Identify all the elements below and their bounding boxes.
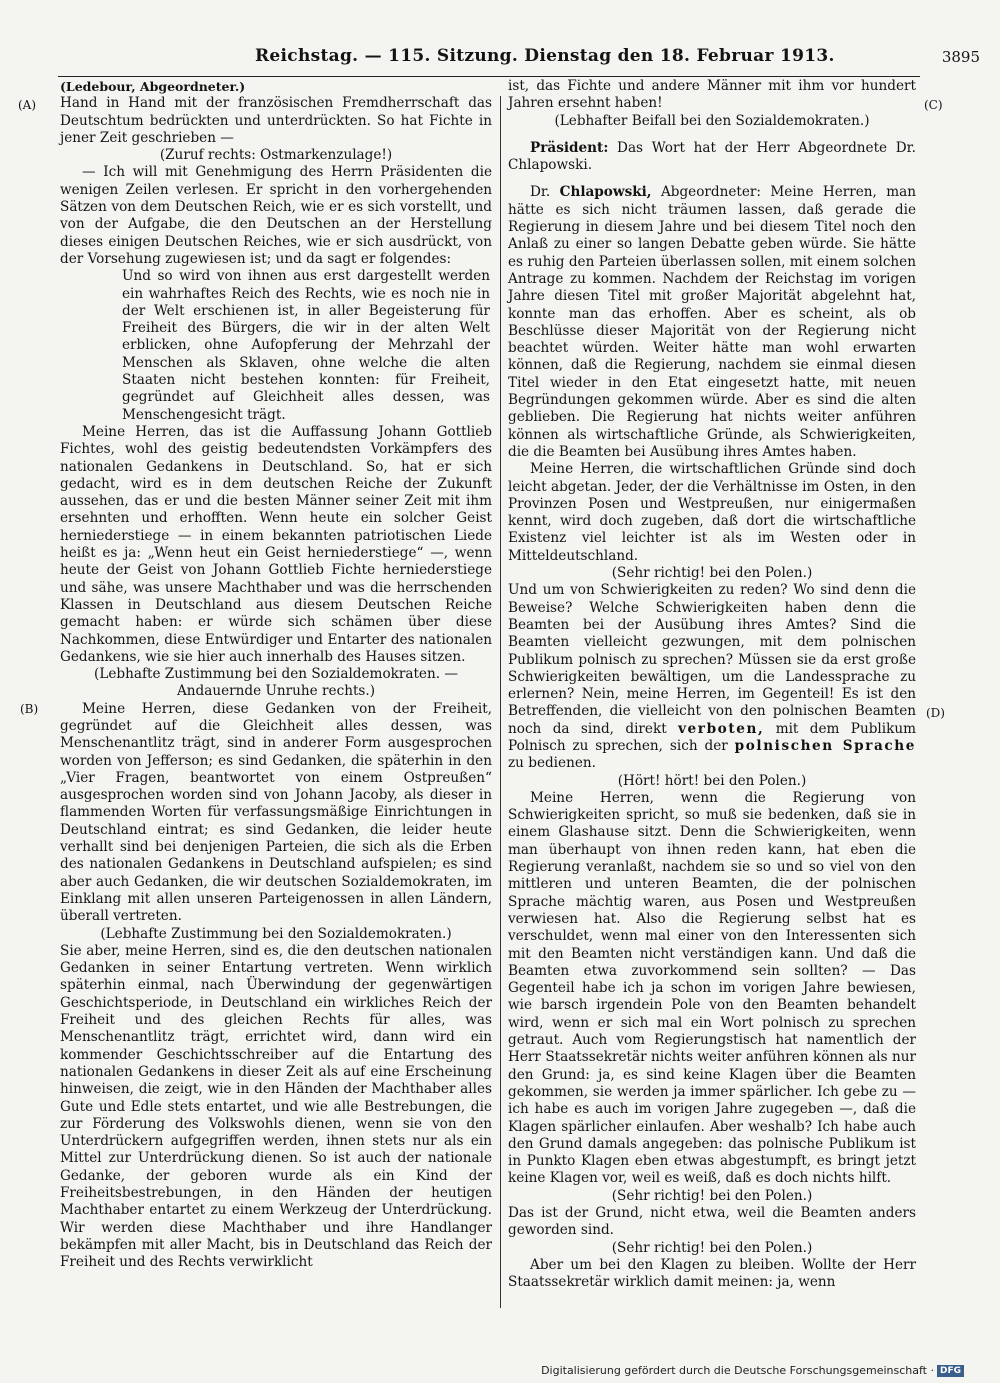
president-statement xyxy=(508,140,916,175)
left-column xyxy=(60,78,492,1271)
emphasis: verboten, xyxy=(678,720,765,737)
emphasis: polnischen Sprache xyxy=(734,737,916,754)
paragraph-text: zu bedienen. xyxy=(508,755,596,772)
paragraph-text: mit dem Publikum Polnisch zu sprechen, sich der xyxy=(508,720,916,754)
interjection: (Hört! hört! bei den Polen.) xyxy=(617,772,807,789)
paragraph: Meine Herren, wenn die Regierung von Schwierigkeiten spricht, so muß sie bedenken, daß sie in einem Glashause sitzt. Denn die Schwierigkeiten, wenn man überhaupt von ihnen reden kann, hat eben die Regierung veranlaßt, nachdem sie so und so viel von den mittleren und unteren Beamten, die der polnischen Sprache mächtig waren, aus Posen und Westpreußen verwiesen hat. Also die Regierung selbst hat es verschuldet, wenn mal einer von den Interessenten sich mit den Beamten nicht verständigen kann. Und daß die Beamten etwa zuvorkommend sein sollten? — Das Gegenteil habe ich ja schon im vorigen Jahre bewiesen, wie barsch irgendein Pole von den Beamten behandelt wird, wenn er sich mal ein Wort polnisch zu sprechen getraut. Auch vom Regierungstisch hat namentlich der Herr Staatssekretär nichts weiter anführen können als nur den Grund: ja, es sind keine Klagen über die Beamten gekommen, sie werden ja immer spärlicher. Ich gebe zu — ich habe es auch im vorigen Jahre zugegeben —, daß die Klagen spärlicher einlaufen. Aber weshalb? Ich habe auch den Grund damals angegeben: das polnische Publikum ist in Punkto Klagen eben etwas abgestumpft, es bringt jetzt keine Klagen vor, weil es weiß, daß es doch nichts hilft. xyxy=(508,789,916,1187)
paragraph: Meine Herren, das ist die Auffassung Johann Gottlieb Fichtes, wohl des geistig bedeutendsten Vorkämpfers des nationalen Gedankens in Deutschland. So, hat er sich gedacht, wird es in dem deutschen Reiche der Zukunft aussehen, das er und die besten Männer seiner Zeit mit ihm ersehnten und erhofften. Wenn heute ein solcher Geist herniederstiege — in einem bekannten patriotischen Liede heißt es ja: „Wenn heut ein Geist herniederstiege“ —, wenn heute der Geist von Johann Gottlieb Fichte herniederstiege und sähe, was unsere Machthaber und was die herrschenden Klassen in Deutschland aus diesem Deutschen Reiche gemacht haben: er würde sich schämen über diese Nachkommen, diese Entwürdiger und Entarter des nationalen Gedankens, wie sie hier auch innerhalb des Hauses sitzen. xyxy=(60,423,492,665)
interjection: (Lebhafter Beifall bei den Sozialdemokraten.) xyxy=(554,112,870,129)
president-text: Das Wort hat der Herr Abgeordnete Dr. Chlapowski. xyxy=(508,139,917,174)
interjection: (Lebhafte Zustimmung bei den Sozialdemokraten. — Andauernde Unruhe rechts.) xyxy=(94,666,458,700)
margin-marker-a: (A) xyxy=(18,98,37,112)
interjection: (Lebhafte Zustimmung bei den Sozialdemokraten.) xyxy=(100,925,452,942)
paragraph: Aber um bei den Klagen zu bleiben. Wollte der Herr Staatssekretär wirklich damit meinen: ja, wenn xyxy=(508,1256,916,1291)
column-divider xyxy=(500,96,501,1308)
paragraph: Sie aber, meine Herren, sind es, die den deutschen nationalen Gedanken in seiner Entartung vertreten. Wenn wirklich späterhin einmal, nach Überwindung der gegenwärtigen Geschichtsperiode, in Deutschland ein wirkliches Reich der Freiheit und des gleichen Rechts für alles, was Menschenantlitz trägt, errichtet wird, dann wird ein kommender Geschichtsschreiber auf die Entartung des nationalen Gedankens in dieser Zeit als auf eine Erscheinung hinweisen, die zeigt, wie in den Händen der Machthaber alles Gute und Edle stets entartet, und wie alle Bestrebungen, die zur Förderung des Volkswohls dienen, wenn sie von den Unterdrückern aufgegriffen werden, ihnen stets nur als ein Mittel zur Unterdrückung dienen. So ist auch der nationale Gedanke, der geboren wurde als ein Kind der Freiheitsbestrebungen, in den Händen der heutigen Machthaber entartet zu einem Werkzeug der Unterdrückung. Wir werden diese Machthaber und ihre Handlanger bekämpfen mit aller Macht, bis in Deutschland das Reich der Freiheit und des Rechts verwirklicht xyxy=(60,942,492,1271)
speech-opening xyxy=(508,184,916,461)
paragraph-text: Meine Herren, man hätte es sich nicht träumen lassen, daß gerade die Regierung in diesem Jahre und bei diesem Titel noch den Anlaß zu einer so langen Debatte geben würde. Sie hätte es ruhig den Parteien überlassen sollen, mit einem solchen Antrage zu kommen. Nachdem der Reichstag im vorigen Jahre diesen Titel mit großer Majorität abgelehnt hat, konnte man das erhoffen. Aber es scheint, als ob Beschlüsse dieser Majorität von der Regierung nicht beachtet würden. Weiter hätte man wohl erwarten können, daß die Regierung, nachdem sie einmal diesen Titel wieder in den Etat eingesetzt hatte, mit neuen Begründungen gekommen würde. Aber es sind die alten geblieben. Die Regierung hat nichts weiter anführen können als wirtschaftliche Gründe, als Schwierigkeiten, die die Beamten bei Ausübung ihres Amtes haben. xyxy=(508,184,917,460)
speaker-prefix: Dr. xyxy=(530,184,551,201)
page-number: 3895 xyxy=(941,48,980,66)
fichte-quote: Und so wird von ihnen aus erst dargestellt werden ein wahrhaftes Reich des Rechts, wie es noch nie in der Welt erschienen ist, in aller Begeisterung für Freiheit des Bürgers, die wir in der alten Welt erblicken, ohne Aufopferung der Mehrzahl der Menschen als Sklaven, ohne welche die alten Staaten nicht bestehen konnten: für Freiheit, gegründet auf Gleichheit alles dessen, was Menschengesicht trägt. xyxy=(122,268,490,423)
speaker-tag: (Ledebour, Abgeordneter.) xyxy=(60,79,246,94)
footer xyxy=(541,1364,964,1377)
page-header xyxy=(60,46,980,72)
margin-marker-b: (B) xyxy=(20,702,39,716)
interjection: (Sehr richtig! bei den Polen.) xyxy=(611,1239,813,1256)
header-rule xyxy=(58,76,920,77)
president-label: Präsident: xyxy=(530,139,609,156)
margin-marker-c: (C) xyxy=(924,98,943,112)
paragraph: Hand in Hand mit der französischen Fremdherrschaft das Deutschtum bedrückten und unterdrückten. So hat Fichte in jener Zeit geschrieben — xyxy=(60,95,492,146)
interjection: (Sehr richtig! bei den Polen.) xyxy=(611,565,813,582)
footer-text: Digitalisierung gefördert durch die Deutsche Forschungsgemeinschaft · xyxy=(541,1364,934,1377)
page-title: Reichstag. — 115. Sitzung. Dienstag den 18. Februar 1913. xyxy=(255,46,835,66)
paragraph: — Ich will mit Genehmigung des Herrn Präsidenten die wenigen Zeilen verlesen. Er spricht in den vorhergehenden Sätzen von dem Deutschen Reich, wie er es sich vorstellt, und von der Aufgabe, die den Deutschen an der Herstellung dieses einigen Deutschen Reiches, wie er sich ausdrückt, von der Vorsehung zugewiesen ist; und da sagt er folgendes: xyxy=(60,164,492,267)
interjection: (Sehr richtig! bei den Polen.) xyxy=(611,1187,813,1204)
paragraph: Meine Herren, die wirtschaftlichen Gründe sind doch leicht abgetan. Jeder, der die Verhältnisse im Osten, in den Provinzen Posen und Westpreußen, nur einigermaßen kennt, wird doch zugeben, daß dort die wirtschaftliche Existenz viel leichter ist als im Westen oder in Mitteldeutschland. xyxy=(508,461,916,564)
right-column xyxy=(508,78,916,1291)
speaker-name: Chlapowski, xyxy=(559,184,652,201)
paragraph: ist, das Fichte und andere Männer mit ihm vor hundert Jahren ersehnt haben! xyxy=(508,78,916,112)
margin-marker-d: (D) xyxy=(926,706,945,720)
dfg-logo: DFG xyxy=(937,1365,964,1377)
paragraph: Das ist der Grund, nicht etwa, weil die Beamten anders geworden sind. xyxy=(508,1205,916,1239)
speaker-role: Abgeordneter: xyxy=(660,184,761,201)
paragraph: Meine Herren, diese Gedanken von der Freiheit, gegründet auf die Gleichheit alles dessen, was Menschenantlitz trägt, sind in anderer Form ausgesprochen worden von Jefferson; es sind Gedanken, die späterhin in den „Vier Fragen, beantwortet von einem Ostpreußen“ ausgesprochen worden sind von Johann Jacoby, als dieser in flammenden Worten für verfassungsmäßige Einrichtungen in Deutschland eintrat; es sind Gedanken, die leider heute verhallt sind bei denjenigen Parteien, die sich als die Erben des nationalen Gedankens in Deutschland aufspielen; es sind aber auch Gedanken, die wir deutschen Sozialdemokraten, im Einklang mit allen unseren Parteigenossen in allen Ländern, überall vertreten. xyxy=(60,700,492,925)
paragraph-text: Und um von Schwierigkeiten zu reden? Wo sind denn die Beweise? Welche Schwierigkeiten haben denn die Beamten bei der Ausübung ihres Amtes? Sind die Beamten vielleicht gezwungen, mit dem polnischen Publikum polnisch zu sprechen? Müssen sie da erst große Schwierigkeiten bewältigen, um die Landessprache zu erlernen? Nein, meine Herren, im Gegenteil! Es ist den Betreffenden, die vielleicht von den polnischen Beamten noch da sind, direkt xyxy=(508,582,916,737)
paragraph xyxy=(508,582,916,772)
interjection: (Zuruf rechts: Ostmarkenzulage!) xyxy=(159,147,393,164)
